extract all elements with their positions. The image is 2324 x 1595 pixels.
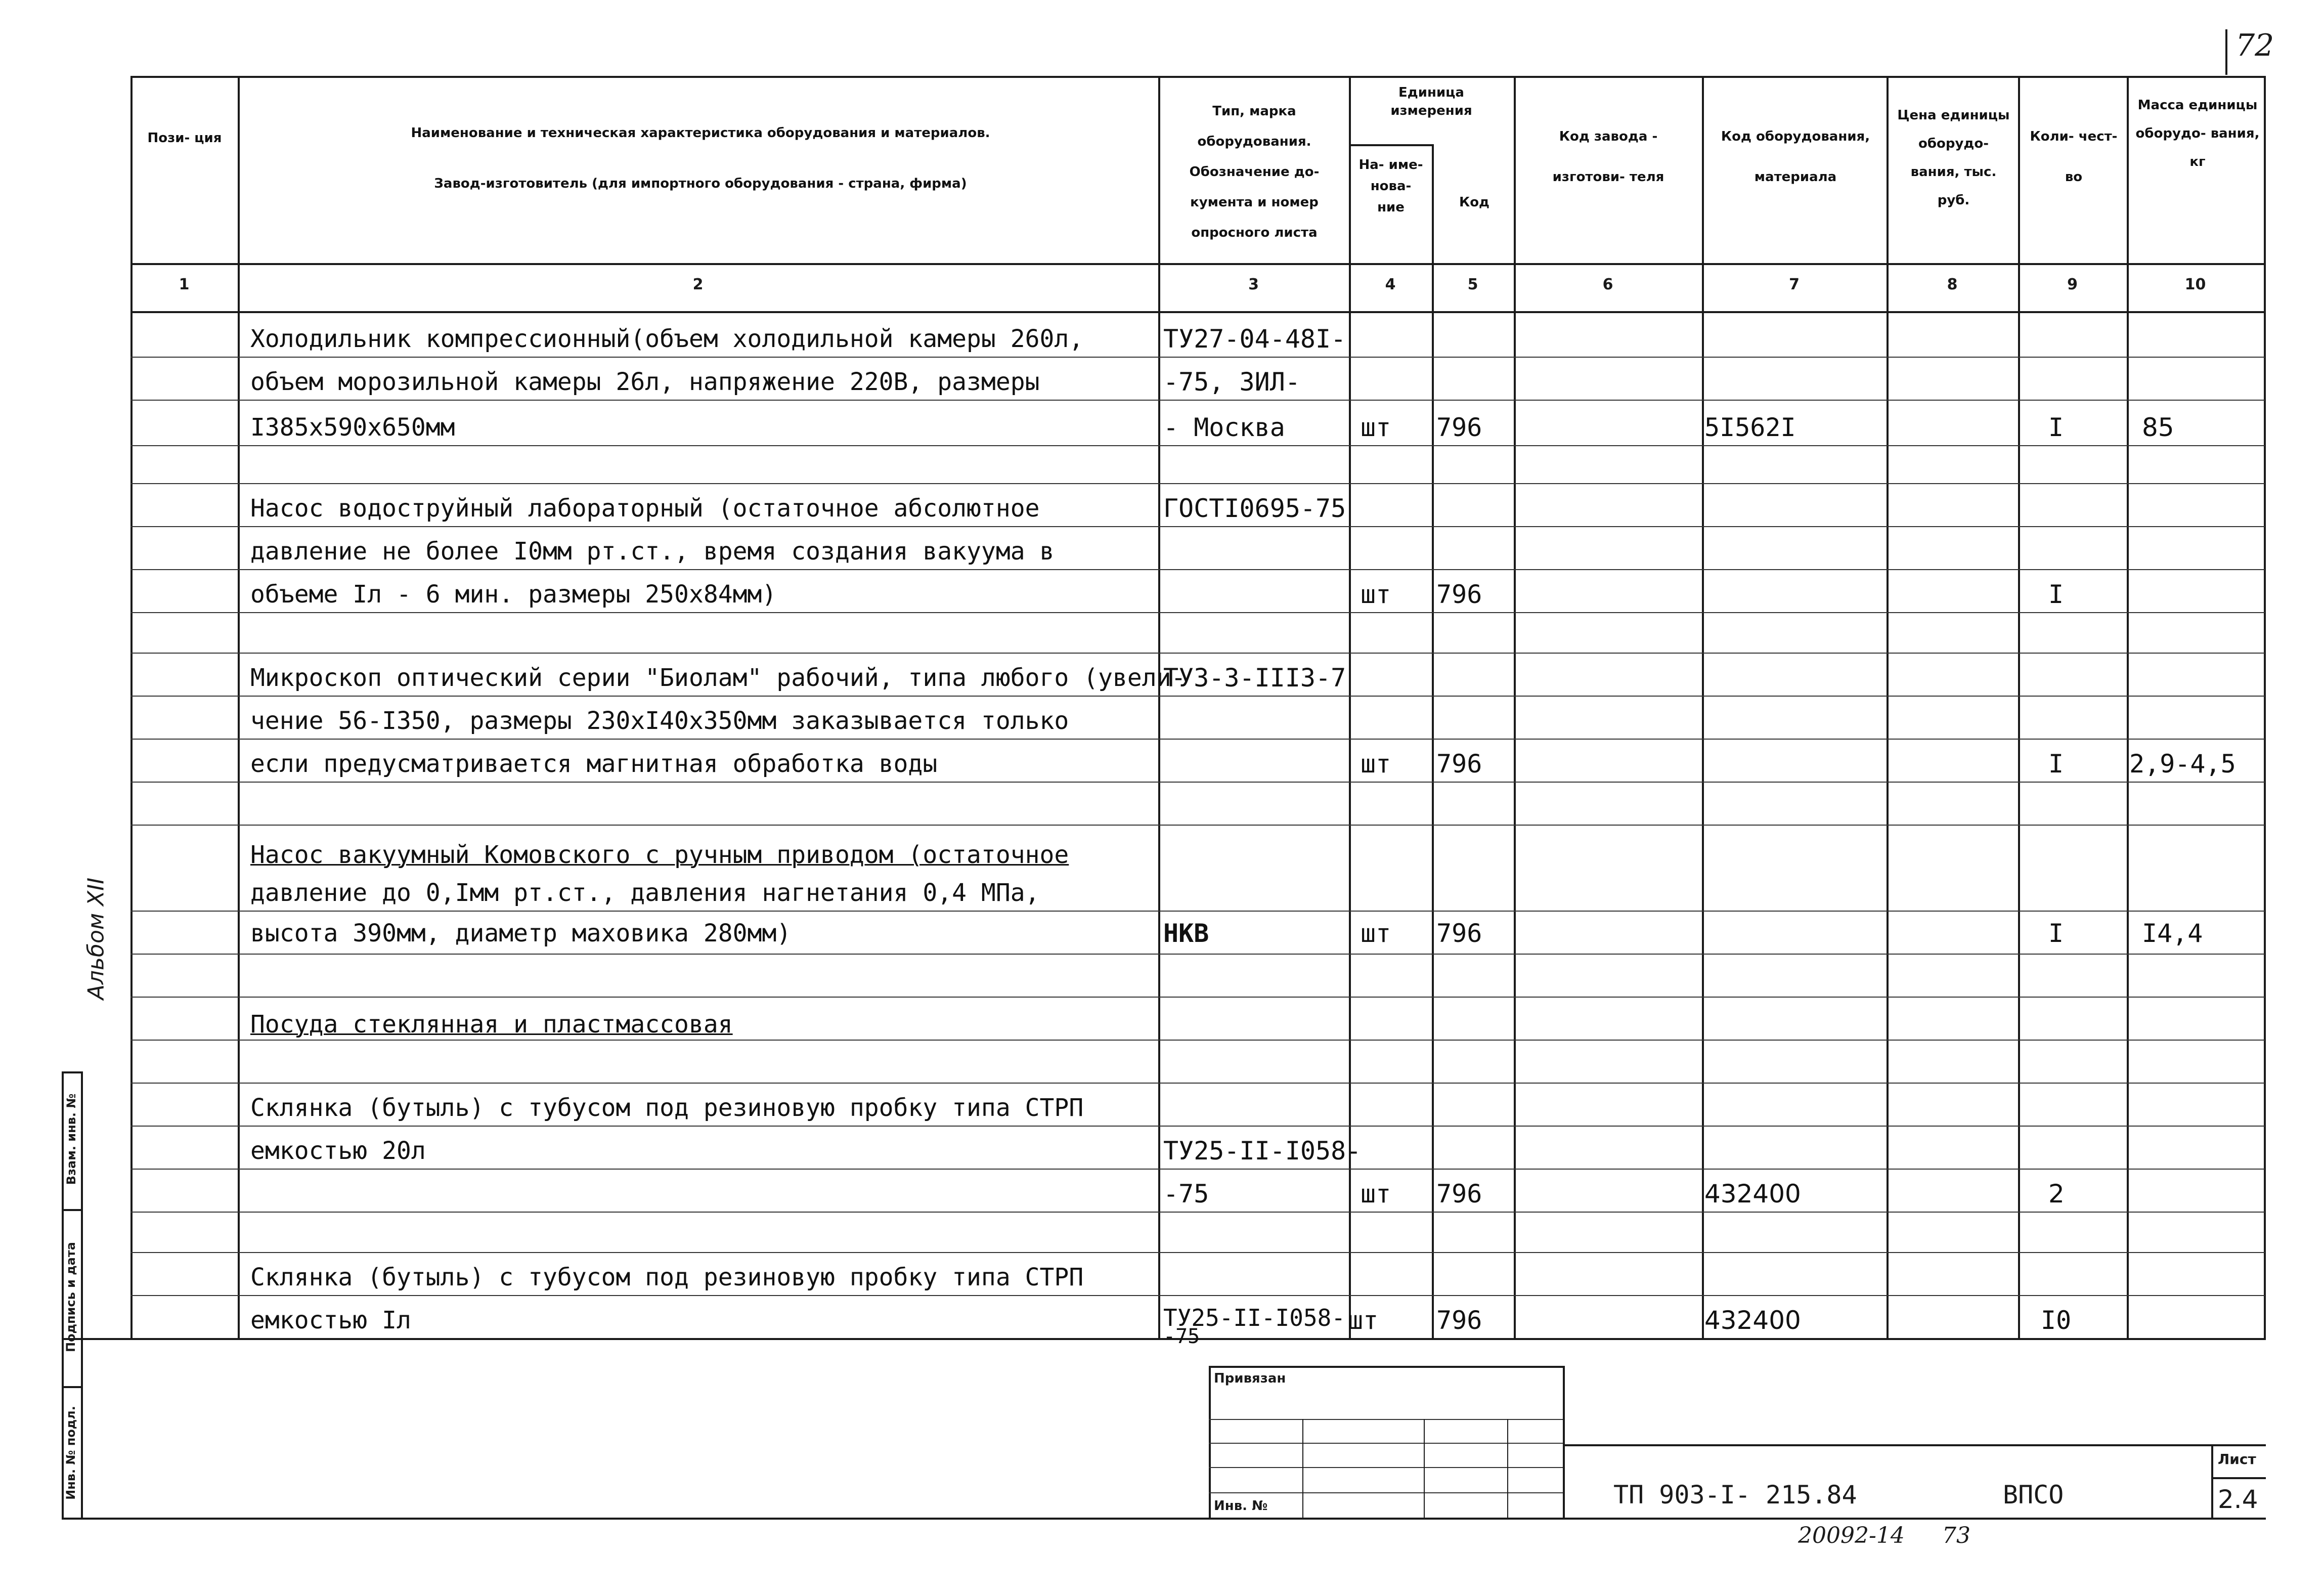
sheet-bottom-border (62, 1518, 2266, 1520)
row-6-unit: шт (1361, 580, 1391, 609)
row-9-mass: 2,9-4,5 (2129, 749, 2236, 779)
header-equipment-code: Код оборудования, материала (1721, 129, 1870, 185)
row-3-material-code: 5I562I (1704, 413, 1796, 442)
row-15-type: ТУ25-II-I058- (1163, 1136, 1362, 1166)
privyazan-top (1209, 1366, 1563, 1368)
row-14-description: Склянка (бутыль) с тубусом под резиновую пробку типа СТРП (250, 1094, 1084, 1122)
row-line (130, 1169, 2265, 1170)
row-4-description: Насос водоструйный лабораторный (остаточное абсолютное (250, 494, 1040, 523)
row-12-mass: I4,4 (2142, 919, 2203, 948)
privyazan-col-3 (1507, 1419, 1508, 1518)
row-line (130, 1040, 2265, 1041)
row-16-unit: шт (1361, 1179, 1391, 1209)
row-line (130, 1126, 2265, 1127)
side-stamp-replacement-inv: Взам. инв. № (64, 1093, 78, 1185)
row-18-material-code: 432400 (1704, 1306, 1801, 1335)
header-factory-code: Код завода - изготови- теля (1552, 129, 1664, 185)
row-4-type: ГОСТI0695-75 (1163, 494, 1346, 523)
row-line (130, 911, 2265, 912)
row-18-description: емкостью Iл (250, 1306, 411, 1334)
header-name-line1: Наименование и техническая характеристика оборудования и материалов. (411, 125, 990, 141)
col-number-9: 9 (2067, 276, 2078, 293)
row-16-quantity: 2 (2048, 1179, 2065, 1209)
row-2-type: -75, ЗИЛ- (1163, 367, 1300, 397)
privyazan-row-4 (1209, 1492, 1563, 1493)
privyazan-row-2 (1209, 1443, 1563, 1444)
row-line (130, 569, 2265, 570)
header-unit: Единица измерения (1390, 85, 1472, 118)
row-line (130, 739, 2265, 740)
sheet-value: 2.4 (2218, 1485, 2258, 1514)
row-line (130, 997, 2265, 998)
row-7-description: Микроскоп оптический серии "Биолам" рабочий, типа любого (увели- (250, 664, 1186, 692)
row-line (130, 1083, 2265, 1084)
col-number-6: 6 (1602, 276, 1613, 293)
col-line-10 (2264, 76, 2266, 1338)
col-number-8: 8 (1947, 276, 1958, 293)
row-line (130, 1252, 2265, 1253)
footer-inventory-number: 20092-14 (1798, 1523, 1905, 1548)
row-10-description: Насос вакуумный Комовского с ручным приводом (остаточное (250, 841, 1069, 869)
row-line (130, 612, 2265, 613)
privyazan-col-1 (1302, 1419, 1303, 1518)
title-area-top (1563, 1444, 2266, 1446)
row-1-description: Холодильник компрессионный(объем холодильной камеры 260л, (250, 325, 1084, 353)
privyazan-col-2 (1424, 1419, 1425, 1518)
row-9-unit-code: 796 (1436, 749, 1482, 779)
row-6-unit-code: 796 (1436, 580, 1482, 609)
privyazan-left (1209, 1366, 1211, 1518)
col-number-7: 7 (1789, 276, 1800, 293)
header-type: Тип, марка оборудования. Обозначение до- кумента и номер опросного листа (1189, 104, 1320, 240)
col-line-7 (1887, 76, 1889, 1338)
sheet-number-top: 72 (2235, 28, 2274, 63)
header-quantity: Коли- чест- во (2030, 129, 2118, 185)
inv-number-label: Инв. № (1214, 1498, 1268, 1514)
row-12-type: НКВ (1163, 919, 1209, 948)
header-price: Цена единицы оборудо- вания, тыс. руб. (1897, 108, 2010, 208)
footer-page-number: 73 (1942, 1523, 1970, 1548)
row-line (130, 782, 2265, 783)
row-9-description: если предусматривается магнитная обработка воды (250, 750, 938, 778)
row-3-unit: шт (1361, 413, 1391, 442)
row-line (130, 954, 2265, 955)
album-label: Альбом XII (83, 877, 109, 1000)
row-line (130, 526, 2265, 527)
col-line-1 (238, 76, 240, 1338)
col-line-4 (1432, 144, 1434, 1338)
col-number-2: 2 (692, 276, 704, 293)
row-line (130, 653, 2265, 654)
section-title-glassware: Посуда стеклянная и пластмассовая (250, 1010, 733, 1039)
row-18-type-continued: -75 (1163, 1325, 1200, 1348)
row-3-unit-code: 796 (1436, 413, 1482, 442)
sheet-box-divider (2211, 1477, 2266, 1479)
col-number-1: 1 (179, 276, 190, 293)
row-3-type: - Москва (1163, 413, 1285, 442)
row-11-description: давление до 0,Iмм рт.ст., давления нагнетания 0,4 МПа, (250, 879, 1040, 907)
col-line-8 (2018, 76, 2020, 1338)
sheet-box-left (2211, 1444, 2213, 1518)
sheet-number-divider (2225, 29, 2227, 75)
row-12-quantity: I (2048, 919, 2064, 948)
privyazan-row-3 (1209, 1467, 1563, 1468)
unit-subheader-line (1349, 144, 1432, 146)
col-number-4: 4 (1385, 276, 1396, 293)
row-18-unit-code: 796 (1436, 1306, 1482, 1335)
row-12-description: высота 390мм, диаметр маховика 280мм) (250, 919, 792, 947)
header-unit-code: Код (1459, 195, 1490, 210)
row-3-mass: 85 (2142, 413, 2174, 442)
row-line (130, 400, 2265, 401)
row-line (130, 1295, 2265, 1296)
row-12-unit: шт (1361, 919, 1391, 948)
side-stamp-inner-border (81, 1071, 83, 1518)
header-bottom-border (130, 263, 2266, 265)
row-3-quantity: I (2048, 413, 2064, 442)
row-16-type: -75 (1163, 1179, 1209, 1209)
row-line (130, 357, 2265, 358)
row-9-unit: шт (1361, 749, 1391, 779)
section-code: ВПСО (2003, 1480, 2064, 1510)
col-number-3: 3 (1248, 276, 1259, 293)
row-12-unit-code: 796 (1436, 919, 1482, 948)
row-5-description: давление не более I0мм рт.ст., время создания вакуума в (250, 537, 1055, 566)
row-15-description: емкостью 20л (250, 1137, 426, 1165)
sheet-label: Лист (2218, 1451, 2256, 1468)
row-line (130, 1212, 2265, 1213)
row-16-unit-code: 796 (1436, 1179, 1482, 1209)
col-line-0 (130, 76, 133, 1338)
row-line (130, 696, 2265, 697)
row-line (130, 483, 2265, 484)
row-8-description: чение 56-I350, размеры 230xI40x350мм заказывается только (250, 707, 1069, 735)
row-18-quantity: I0 (2041, 1306, 2072, 1335)
row-1-type: ТУ27-04-48I- (1163, 324, 1346, 354)
row-3-description: I385x590x650мм (250, 413, 455, 442)
header-unit-name: На- име- нова- ние (1358, 157, 1423, 215)
row-6-description: объеме Iл - 6 мин. размеры 250x84мм) (250, 580, 777, 609)
header-name-line2: Завод-изготовитель (для импортного оборудования - страна, фирма) (434, 176, 967, 191)
privyazan-right (1563, 1366, 1565, 1518)
row-18-type: ТУ25-II-I058- (1163, 1304, 1346, 1331)
document-code: ТП 903-I- 215.84 (1613, 1480, 1857, 1510)
col-line-5 (1514, 76, 1516, 1338)
row-17-description: Склянка (бутыль) с тубусом под резиновую пробку типа СТРП (250, 1263, 1084, 1291)
row-16-material-code: 432400 (1704, 1179, 1801, 1209)
row-7-type: ТУ3-3-III3-7 (1163, 663, 1346, 693)
column-number-row-border (130, 311, 2266, 313)
row-6-quantity: I (2048, 580, 2064, 609)
col-line-2 (1158, 76, 1160, 1338)
row-line (130, 445, 2265, 446)
col-line-6 (1702, 76, 1704, 1338)
row-18-unit: шт (1348, 1306, 1379, 1335)
privyazan-label: Привязан (1214, 1371, 1286, 1386)
col-line-9 (2127, 76, 2129, 1338)
header-position: Пози- ция (147, 131, 222, 146)
row-2-description: объем морозильной камеры 26л, напряжение 220В, размеры (250, 368, 1040, 396)
privyazan-row-1 (1209, 1419, 1563, 1420)
row-9-quantity: I (2048, 749, 2064, 779)
row-line (130, 825, 2265, 826)
side-stamp-original-inv: Инв. № подл. (64, 1406, 78, 1500)
side-stamp-signature-date: Подпись и дата (64, 1242, 78, 1352)
table-top-border (130, 76, 2266, 78)
col-number-5: 5 (1467, 276, 1478, 293)
header-mass: Масса единицы оборудо- вания, кг (2135, 98, 2260, 169)
col-number-10: 10 (2184, 276, 2206, 293)
